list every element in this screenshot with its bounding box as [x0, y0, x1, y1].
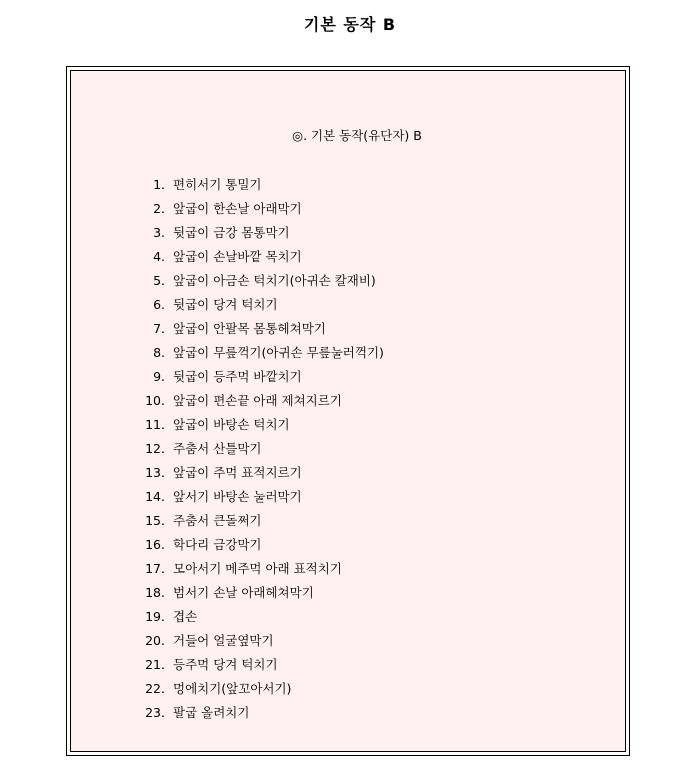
- list-item: [145, 197, 384, 221]
- list-item-label: 앞굽이 손날바깥 목치기: [173, 249, 302, 264]
- list-item-label: 앞굽이 주먹 표적지르기: [173, 465, 302, 480]
- list-item-label: 앞굽이 바탕손 턱치기: [173, 417, 290, 432]
- list-item-label: 앞굽이 한손날 아래막기: [173, 201, 302, 216]
- list-item-label: 앞굽이 아금손 턱치기(아귀손 칼재비): [173, 273, 376, 288]
- list-item: [145, 389, 384, 413]
- list-item: [145, 245, 384, 269]
- list-item: [145, 437, 384, 461]
- list-item: [145, 173, 384, 197]
- list-item-label: 팔굽 올려치기: [173, 705, 250, 720]
- list-item-number: 19.: [145, 609, 165, 624]
- list-item-number: 18.: [145, 585, 165, 600]
- list-item: [145, 413, 384, 437]
- list-item-label: 모아서기 메주먹 아래 표적치기: [173, 561, 342, 576]
- list-item: [145, 269, 384, 293]
- list-item: [145, 701, 384, 725]
- list-item-label: 범서기 손날 아래헤쳐막기: [173, 585, 314, 600]
- list-item-number: 22.: [145, 681, 165, 696]
- list-item: [145, 461, 384, 485]
- list-item-number: 9.: [153, 369, 165, 384]
- list-item-label: 앞굽이 안팔목 몸통헤쳐막기: [173, 321, 326, 336]
- move-list: [145, 173, 384, 725]
- list-item: [145, 221, 384, 245]
- list-item-number: 16.: [145, 537, 165, 552]
- list-item-number: 15.: [145, 513, 165, 528]
- list-item: [145, 629, 384, 653]
- list-item: [145, 365, 384, 389]
- list-item: [145, 341, 384, 365]
- list-item-number: 17.: [145, 561, 165, 576]
- content-panel: [70, 70, 626, 752]
- section-heading: ◎. 기본 동작(유단자) B: [292, 128, 422, 143]
- list-item-number: 3.: [153, 225, 165, 240]
- list-item-number: 5.: [153, 273, 165, 288]
- list-item-number: 1.: [153, 177, 165, 192]
- list-item-number: 11.: [145, 417, 165, 432]
- list-item-number: 10.: [145, 393, 165, 408]
- list-item: [145, 557, 384, 581]
- list-item-label: 편히서기 통밀기: [173, 177, 262, 192]
- list-item-label: 주춤서 큰돌쩌기: [173, 513, 262, 528]
- list-item: [145, 677, 384, 701]
- list-item-number: 8.: [153, 345, 165, 360]
- list-item-number: 2.: [153, 201, 165, 216]
- list-item-label: 등주먹 당겨 턱치기: [173, 657, 278, 672]
- list-item-label: 뒷굽이 등주먹 바깥치기: [173, 369, 302, 384]
- list-item-label: 멍에치기(앞꼬아서기): [173, 681, 292, 696]
- list-item-number: 23.: [145, 705, 165, 720]
- page-title: 기본 동작 B: [303, 15, 397, 34]
- list-item-number: 4.: [153, 249, 165, 264]
- list-item-label: 앞굽이 편손끝 아래 제쳐지르기: [173, 393, 342, 408]
- list-item: [145, 581, 384, 605]
- list-item-label: 겹손: [173, 609, 198, 624]
- list-item-label: 뒷굽이 금강 몸통막기: [173, 225, 290, 240]
- list-item-number: 14.: [145, 489, 165, 504]
- list-item-number: 7.: [153, 321, 165, 336]
- list-item-label: 학다리 금강막기: [173, 537, 262, 552]
- list-item-number: 13.: [145, 465, 165, 480]
- list-item-label: 거들어 얼굴옆막기: [173, 633, 274, 648]
- list-item: [145, 605, 384, 629]
- content-frame: [66, 66, 630, 756]
- list-item-number: 12.: [145, 441, 165, 456]
- list-item-label: 앞굽이 무릎꺽기(아귀손 무릎눌러꺽기): [173, 345, 384, 360]
- list-item-number: 6.: [153, 297, 165, 312]
- list-item-number: 21.: [145, 657, 165, 672]
- list-item: [145, 485, 384, 509]
- list-item: [145, 293, 384, 317]
- list-item: [145, 533, 384, 557]
- list-item: [145, 317, 384, 341]
- list-item-label: 앞서기 바탕손 눌러막기: [173, 489, 302, 504]
- list-item: [145, 653, 384, 677]
- list-item-label: 뒷굽이 당겨 턱치기: [173, 297, 278, 312]
- list-item: [145, 509, 384, 533]
- list-item-label: 주춤서 산틀막기: [173, 441, 262, 456]
- list-item-number: 20.: [145, 633, 165, 648]
